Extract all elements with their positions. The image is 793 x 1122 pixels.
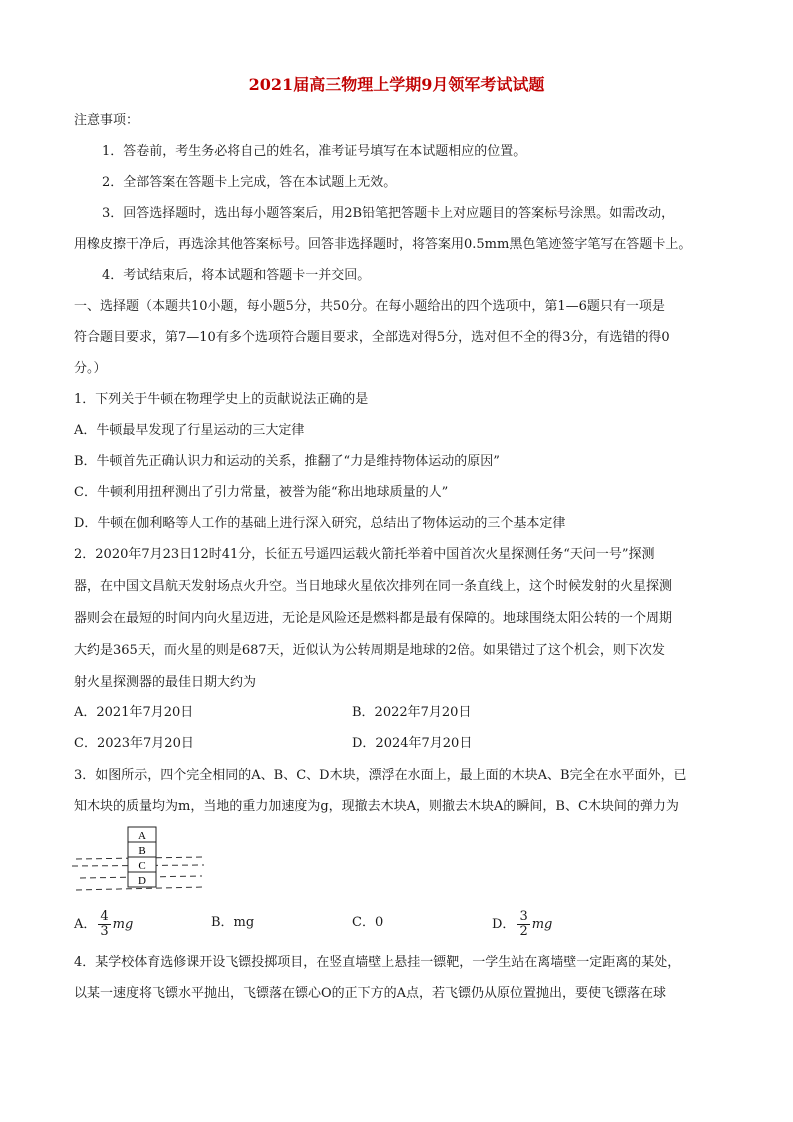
option-label: A．	[74, 917, 97, 932]
question-stem: 大约是365天，而火星的则是687天，近似认为公转周期是地球的2倍。如果错过了这个机会，则下次发	[74, 643, 665, 658]
section-heading: 分。）	[74, 361, 107, 376]
option-label: D．	[492, 917, 516, 932]
notice-item: 4．考试结束后，将本试题和答题卡一并交回。	[102, 268, 371, 283]
notice-heading: 注意事项：	[74, 113, 140, 128]
option: D．2024年7月20日	[352, 736, 473, 751]
variable: mg	[112, 917, 134, 932]
notice-item: 用橡皮擦干净后，再选涂其他答案标号。回答非选择题时，将答案用0.5mm黑色笔迹签字笔写在答题卡上。	[74, 237, 692, 252]
fraction	[517, 910, 529, 939]
variable: mg	[531, 917, 553, 932]
block-label: A	[138, 830, 146, 842]
question-stem: 器，在中国文昌航天发射场点火升空。当日地球火星依次排列在同一条直线上，这个时候发射的火星探测	[74, 579, 673, 594]
option-d	[492, 910, 552, 939]
question-stem: 知木块的质量均为m，当地的重力加速度为g，现撤去木块A，则撤去木块A的瞬间，B、C木块间的弹力为	[74, 799, 679, 814]
option: B．牛顿首先正确认识力和运动的关系，推翻了“力是维持物体运动的原因”	[74, 454, 500, 469]
notice-item: 3．回答选择题时，选出每小题答案后，用2B铅笔把答题卡上对应题目的答案标号涂黑。如需改动，	[102, 206, 675, 221]
floating-blocks-diagram	[70, 826, 210, 892]
block-label: D	[138, 875, 146, 887]
option: A．2021年7月20日	[74, 705, 194, 720]
numerator: 4	[100, 909, 109, 924]
numerator: 3	[519, 909, 528, 924]
question-stem: 4．某学校体育选修课开设飞镖投掷项目，在竖直墙壁上悬挂一镖靶，一学生站在离墙壁一定距离的某处，	[74, 955, 681, 970]
question-stem: 1．下列关于牛顿在物理学史上的贡献说法正确的是	[74, 392, 369, 407]
page-title: 2021届高三物理上学期9月领军考试试题	[248, 75, 545, 94]
notice-item: 2．全部答案在答题卡上完成，答在本试题上无效。	[102, 175, 397, 190]
question-stem: 3．如图所示，四个完全相同的A、B、C、D木块，漂浮在水面上，最上面的木块A、B完全在水平面外，已	[74, 768, 687, 783]
option: A．牛顿最早发现了行星运动的三大定律	[74, 423, 305, 438]
denominator: 3	[100, 924, 109, 939]
option-b: B．mg	[211, 915, 255, 930]
question-stem: 2．2020年7月23日12时41分，长征五号遥四运载火箭托举着中国首次火星探测任务“天问一号”探测	[74, 547, 655, 562]
block-label: B	[138, 845, 146, 857]
option: B．2022年7月20日	[352, 705, 472, 720]
fraction	[98, 910, 110, 939]
section-heading: 一、选择题（本题共10小题，每小题5分，共50分。在每小题给出的四个选项中，第1—6题只有一项是	[74, 299, 665, 314]
section-heading: 符合题目要求，第7—10有多个选项符合题目要求，全部选对得5分，选对但不全的得3分，有选错的得0	[74, 330, 670, 345]
option-c: C．0	[352, 915, 384, 930]
block-label: C	[138, 860, 146, 872]
question-stem: 射火星探测器的最佳日期大约为	[74, 675, 257, 690]
option: C．2023年7月20日	[74, 736, 194, 751]
option-a	[74, 910, 133, 939]
denominator: 2	[519, 924, 528, 939]
question-stem: 以某一速度将飞镖水平抛出，飞镖落在镖心O的正下方的A点，若飞镖仍从原位置抛出，要使飞镖落在球	[74, 986, 667, 1001]
notice-item: 1．答卷前，考生务必将自己的姓名，准考证号填写在本试题相应的位置。	[102, 144, 527, 159]
option: C．牛顿利用扭秤测出了引力常量，被誉为能“称出地球质量的人”	[74, 485, 449, 500]
option: D．牛顿在伽利略等人工作的基础上进行深入研究，总结出了物体运动的三个基本定律	[74, 516, 566, 531]
question-stem: 器则会在最短的时间内向火星迈进，无论是风险还是燃料都是最有保障的。地球围绕太阳公转的一个周期	[74, 611, 673, 626]
